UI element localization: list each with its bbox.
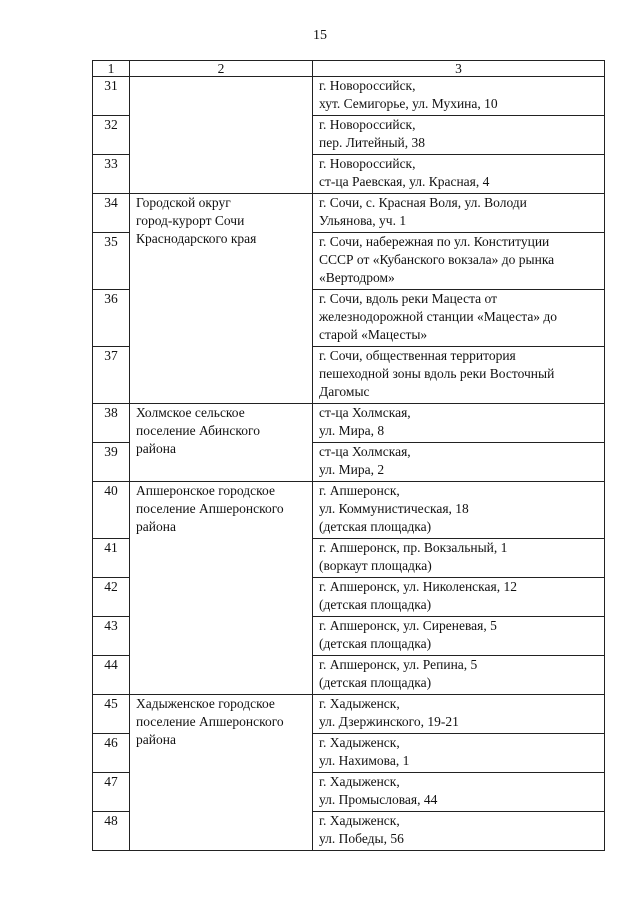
- row-number: 36: [93, 290, 130, 347]
- table-header-row: [93, 61, 605, 77]
- table-row: [93, 77, 605, 116]
- municipality-name: Хадыженское городское поселение Апшеронского района: [130, 695, 313, 851]
- row-number: 40: [93, 482, 130, 539]
- municipality-name: [130, 77, 313, 194]
- row-number: 35: [93, 233, 130, 290]
- address-cell: г. Хадыженск, ул. Нахимова, 1: [313, 734, 605, 773]
- address-cell: г. Хадыженск, ул. Победы, 56: [313, 812, 605, 851]
- table-row: [93, 695, 605, 734]
- municipality-name: Апшеронское городское поселение Апшеронского района: [130, 482, 313, 695]
- row-number: 47: [93, 773, 130, 812]
- row-number: 38: [93, 404, 130, 443]
- table-row: [93, 482, 605, 539]
- locations-table: [92, 60, 605, 851]
- address-cell: г. Новороссийск, пер. Литейный, 38: [313, 116, 605, 155]
- address-cell: г. Новороссийск, ст-ца Раевская, ул. Красная, 4: [313, 155, 605, 194]
- address-cell: г. Новороссийск, хут. Семигорье, ул. Мухина, 10: [313, 77, 605, 116]
- address-cell: г. Апшеронск, пр. Вокзальный, 1 (воркаут площадка): [313, 539, 605, 578]
- row-number: 44: [93, 656, 130, 695]
- address-cell: г. Сочи, вдоль реки Мацеста от железнодорожной станции «Мацеста» до старой «Мацесты»: [313, 290, 605, 347]
- row-number: 42: [93, 578, 130, 617]
- row-number: 46: [93, 734, 130, 773]
- municipality-name: Городской округ город-курорт Сочи Краснодарского края: [130, 194, 313, 404]
- column-header-3: 3: [313, 61, 605, 77]
- address-cell: г. Сочи, с. Красная Воля, ул. Володи Ульянова, уч. 1: [313, 194, 605, 233]
- address-cell: г. Хадыженск, ул. Дзержинского, 19-21: [313, 695, 605, 734]
- row-number: 39: [93, 443, 130, 482]
- row-number: 43: [93, 617, 130, 656]
- table-row: [93, 194, 605, 233]
- column-header-2: 2: [130, 61, 313, 77]
- page-number: 15: [313, 28, 327, 43]
- table-row: [93, 404, 605, 443]
- row-number: 37: [93, 347, 130, 404]
- row-number: 31: [93, 77, 130, 116]
- address-cell: г. Апшеронск, ул. Коммунистическая, 18 (детская площадка): [313, 482, 605, 539]
- row-number: 48: [93, 812, 130, 851]
- address-cell: г. Сочи, набережная по ул. Конституции СССР от «Кубанского вокзала» до рынка «Вертодром»: [313, 233, 605, 290]
- row-number: 41: [93, 539, 130, 578]
- address-cell: ст-ца Холмская, ул. Мира, 8: [313, 404, 605, 443]
- row-number: 34: [93, 194, 130, 233]
- row-number: 32: [93, 116, 130, 155]
- address-cell: г. Апшеронск, ул. Николенская, 12 (детская площадка): [313, 578, 605, 617]
- address-cell: ст-ца Холмская, ул. Мира, 2: [313, 443, 605, 482]
- row-number: 33: [93, 155, 130, 194]
- column-header-1: 1: [93, 61, 130, 77]
- address-cell: г. Сочи, общественная территория пешеходной зоны вдоль реки Восточный Дагомыс: [313, 347, 605, 404]
- municipality-name: Холмское сельское поселение Абинского района: [130, 404, 313, 482]
- table-body: [93, 61, 605, 851]
- row-number: 45: [93, 695, 130, 734]
- address-cell: г. Апшеронск, ул. Репина, 5 (детская площадка): [313, 656, 605, 695]
- address-cell: г. Апшеронск, ул. Сиреневая, 5 (детская площадка): [313, 617, 605, 656]
- address-cell: г. Хадыженск, ул. Промысловая, 44: [313, 773, 605, 812]
